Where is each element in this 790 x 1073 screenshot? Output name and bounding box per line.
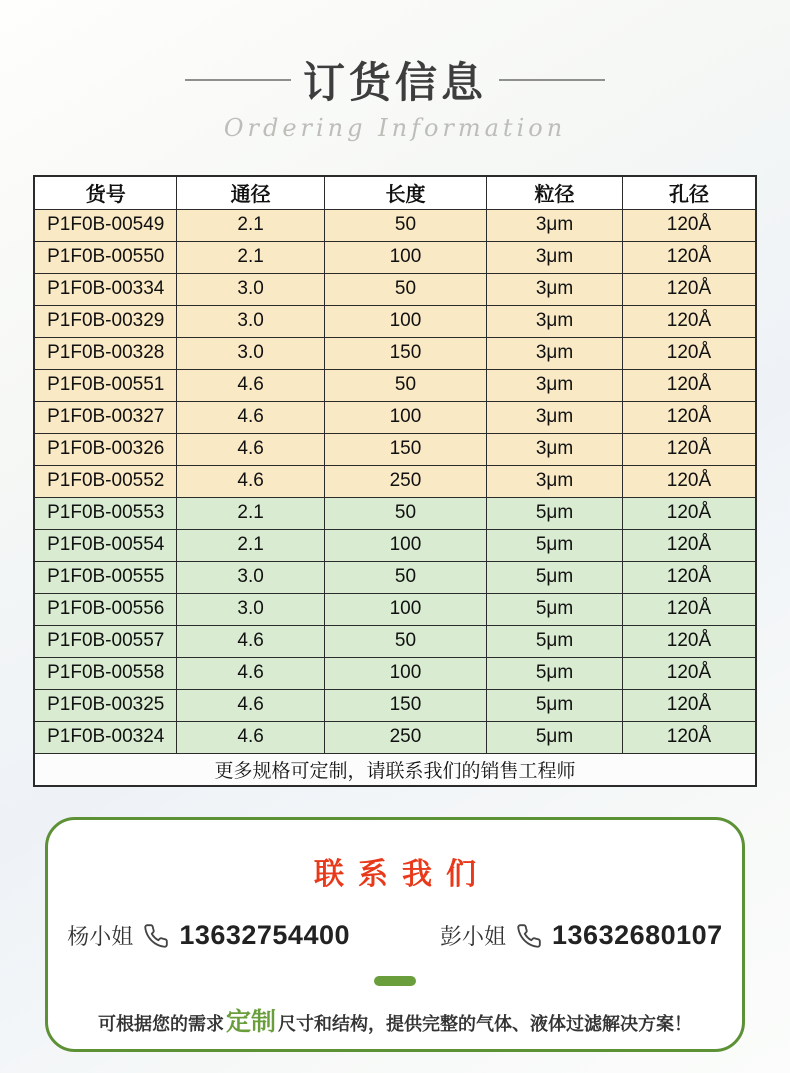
table-header-row bbox=[34, 176, 756, 209]
contact-item bbox=[440, 920, 723, 951]
table-row bbox=[34, 657, 756, 689]
contact-item bbox=[67, 920, 350, 951]
table-cell: 100 bbox=[324, 305, 486, 337]
table-cell: 5μm bbox=[487, 657, 623, 689]
table-cell: 2.1 bbox=[177, 241, 324, 273]
table-cell: 3μm bbox=[487, 369, 623, 401]
table-cell: 5μm bbox=[487, 689, 623, 721]
table-cell: 120Å bbox=[622, 433, 756, 465]
table-cell: 5μm bbox=[487, 721, 623, 753]
table-cell: 3.0 bbox=[177, 305, 324, 337]
table-row bbox=[34, 497, 756, 529]
table-cell: P1F0B-00549 bbox=[34, 209, 177, 241]
contact-phone: 13632754400 bbox=[179, 920, 350, 950]
table-cell: 4.6 bbox=[177, 657, 324, 689]
table-cell: 120Å bbox=[622, 561, 756, 593]
table-cell: 3μm bbox=[487, 305, 623, 337]
table-cell: P1F0B-00334 bbox=[34, 273, 177, 305]
table-row bbox=[34, 305, 756, 337]
table-cell: 250 bbox=[324, 721, 486, 753]
note-prefix: 可根据您的需求 bbox=[97, 1014, 224, 1034]
table-cell: P1F0B-00556 bbox=[34, 593, 177, 625]
column-header: 长度 bbox=[324, 176, 486, 209]
table-cell: P1F0B-00552 bbox=[34, 465, 177, 497]
table-cell: 120Å bbox=[622, 625, 756, 657]
table-cell: 4.6 bbox=[177, 401, 324, 433]
table-row bbox=[34, 273, 756, 305]
ordering-table bbox=[33, 175, 757, 787]
table-cell: 5μm bbox=[487, 625, 623, 657]
table-cell: P1F0B-00555 bbox=[34, 561, 177, 593]
table-cell: 4.6 bbox=[177, 721, 324, 753]
table-row bbox=[34, 529, 756, 561]
table-cell: 50 bbox=[324, 625, 486, 657]
table-cell: P1F0B-00551 bbox=[34, 369, 177, 401]
table-cell: P1F0B-00557 bbox=[34, 625, 177, 657]
table-cell: 5μm bbox=[487, 593, 623, 625]
table-cell: 5μm bbox=[487, 561, 623, 593]
table-cell: 120Å bbox=[622, 497, 756, 529]
ordering-table-wrap bbox=[33, 175, 757, 787]
order-table-body bbox=[34, 209, 756, 753]
contact-row bbox=[48, 920, 742, 951]
table-cell: 2.1 bbox=[177, 209, 324, 241]
table-cell: 120Å bbox=[622, 657, 756, 689]
table-cell: 150 bbox=[324, 337, 486, 369]
contact-phone: 13632680107 bbox=[552, 920, 723, 950]
table-cell: 3.0 bbox=[177, 273, 324, 305]
table-cell: 120Å bbox=[622, 721, 756, 753]
table-cell: P1F0B-00324 bbox=[34, 721, 177, 753]
table-row bbox=[34, 337, 756, 369]
table-row bbox=[34, 241, 756, 273]
table-cell: 120Å bbox=[622, 593, 756, 625]
table-cell: 100 bbox=[324, 593, 486, 625]
table-cell: 50 bbox=[324, 497, 486, 529]
table-row bbox=[34, 401, 756, 433]
table-cell: 3μm bbox=[487, 465, 623, 497]
table-row bbox=[34, 433, 756, 465]
table-row bbox=[34, 689, 756, 721]
page-subtitle: Ordering Information bbox=[223, 114, 567, 142]
table-cell: P1F0B-00329 bbox=[34, 305, 177, 337]
table-cell: 100 bbox=[324, 401, 486, 433]
title-left-rule bbox=[185, 79, 291, 81]
table-footer-row bbox=[34, 753, 756, 786]
title-right-rule bbox=[499, 79, 605, 81]
table-cell: 4.6 bbox=[177, 689, 324, 721]
table-cell: 3μm bbox=[487, 273, 623, 305]
table-cell: P1F0B-00558 bbox=[34, 657, 177, 689]
column-header: 通径 bbox=[177, 176, 324, 209]
contact-name: 杨小姐 bbox=[67, 924, 134, 949]
table-row bbox=[34, 465, 756, 497]
table-cell: 3.0 bbox=[177, 593, 324, 625]
table-cell: 3μm bbox=[487, 241, 623, 273]
table-cell: 120Å bbox=[622, 209, 756, 241]
contact-card bbox=[45, 817, 745, 1052]
table-cell: 50 bbox=[324, 209, 486, 241]
table-cell: P1F0B-00328 bbox=[34, 337, 177, 369]
table-cell: 150 bbox=[324, 689, 486, 721]
table-cell: 5μm bbox=[487, 529, 623, 561]
table-cell: 3μm bbox=[487, 433, 623, 465]
table-cell: P1F0B-00554 bbox=[34, 529, 177, 561]
table-row bbox=[34, 561, 756, 593]
column-header: 孔径 bbox=[622, 176, 756, 209]
table-cell: P1F0B-00325 bbox=[34, 689, 177, 721]
table-footer-note: 更多规格可定制，请联系我们的销售工程师 bbox=[34, 753, 756, 786]
table-cell: 120Å bbox=[622, 465, 756, 497]
table-cell: 50 bbox=[324, 561, 486, 593]
table-row bbox=[34, 721, 756, 753]
table-cell: 120Å bbox=[622, 273, 756, 305]
table-cell: 2.1 bbox=[177, 529, 324, 561]
table-cell: 120Å bbox=[622, 529, 756, 561]
table-cell: 120Å bbox=[622, 689, 756, 721]
page-header bbox=[0, 0, 790, 142]
table-cell: 100 bbox=[324, 529, 486, 561]
table-cell: 250 bbox=[324, 465, 486, 497]
column-header: 货号 bbox=[34, 176, 177, 209]
green-dash-divider bbox=[374, 976, 416, 986]
contact-title: 联系我们 bbox=[314, 858, 490, 891]
table-cell: 4.6 bbox=[177, 433, 324, 465]
table-cell: P1F0B-00550 bbox=[34, 241, 177, 273]
page-title: 订货信息 bbox=[302, 59, 487, 106]
note-suffix: 尺寸和结构，提供完整的气体、液体过滤解决方案！ bbox=[278, 1014, 692, 1034]
contact-name: 彭小姐 bbox=[440, 924, 507, 949]
table-cell: P1F0B-00553 bbox=[34, 497, 177, 529]
table-cell: 4.6 bbox=[177, 369, 324, 401]
table-cell: 4.6 bbox=[177, 625, 324, 657]
table-cell: 50 bbox=[324, 369, 486, 401]
table-cell: 100 bbox=[324, 657, 486, 689]
table-cell: 3μm bbox=[487, 337, 623, 369]
table-row bbox=[34, 369, 756, 401]
table-cell: 120Å bbox=[622, 305, 756, 337]
table-cell: P1F0B-00326 bbox=[34, 433, 177, 465]
table-cell: 5μm bbox=[487, 497, 623, 529]
table-row bbox=[34, 625, 756, 657]
table-cell: 120Å bbox=[622, 369, 756, 401]
table-cell: 100 bbox=[324, 241, 486, 273]
table-cell: 3.0 bbox=[177, 337, 324, 369]
column-header: 粒径 bbox=[487, 176, 623, 209]
note-highlight: 定制 bbox=[225, 1008, 276, 1036]
table-cell: 120Å bbox=[622, 337, 756, 369]
table-cell: 50 bbox=[324, 273, 486, 305]
table-cell: 3μm bbox=[487, 209, 623, 241]
table-cell: 120Å bbox=[622, 401, 756, 433]
table-cell: P1F0B-00327 bbox=[34, 401, 177, 433]
title-row bbox=[0, 50, 790, 110]
customization-note bbox=[48, 1002, 742, 1038]
table-row bbox=[34, 209, 756, 241]
table-cell: 120Å bbox=[622, 241, 756, 273]
table-cell: 150 bbox=[324, 433, 486, 465]
phone-handset-icon bbox=[516, 923, 542, 949]
table-cell: 3μm bbox=[487, 401, 623, 433]
table-cell: 4.6 bbox=[177, 465, 324, 497]
table-cell: 2.1 bbox=[177, 497, 324, 529]
table-row bbox=[34, 593, 756, 625]
phone-handset-icon bbox=[143, 923, 169, 949]
table-cell: 3.0 bbox=[177, 561, 324, 593]
